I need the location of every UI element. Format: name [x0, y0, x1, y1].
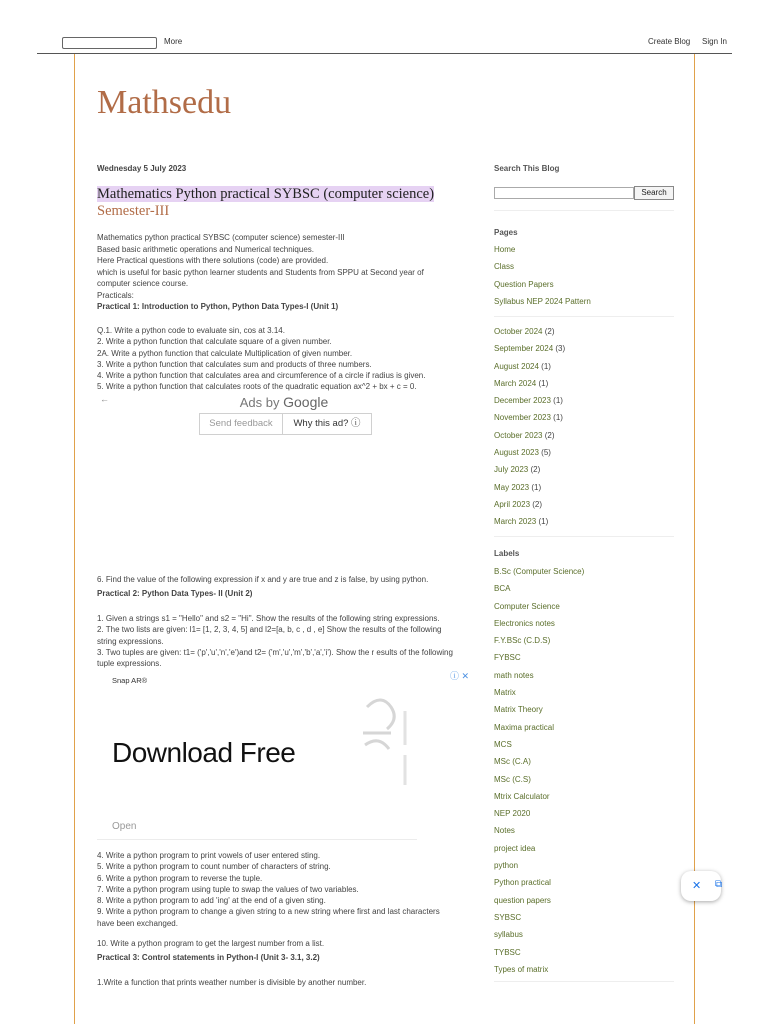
label-link[interactable]: Mtrix Calculator	[494, 791, 550, 801]
archive-month-link[interactable]: December 2023	[494, 396, 551, 406]
post-title-text[interactable]: Mathematics Python practical SYBSC (computer science)	[97, 186, 435, 202]
archive-count: (1)	[553, 396, 563, 406]
list-item: 5. Write a python function that calculates roots of the quadratic equation ax^2 + bx + c = 0.	[97, 382, 417, 392]
list-item: 3. Write a python function that calculates sum and products of three numbers.	[97, 359, 372, 369]
list-item: have been exchanged.	[97, 918, 178, 928]
label-link[interactable]: Matrix	[494, 688, 516, 698]
label-link[interactable]: question papers	[494, 895, 551, 905]
label-link[interactable]: SYBSC	[494, 912, 522, 922]
label-link[interactable]: Notes	[494, 826, 515, 836]
list-item: 7. Write a python program using tuple to swap the values of two variables.	[97, 884, 359, 894]
archive-count: (5)	[541, 448, 551, 458]
archive-month-link[interactable]: September 2024	[494, 344, 554, 354]
list-item: 2. Write a python function that calculate square of a given number.	[97, 337, 332, 347]
list-item: string expressions.	[97, 636, 164, 646]
why-this-ad-button[interactable]: Why this ad? ⓘ	[293, 418, 361, 429]
label-link[interactable]: MSc (C.S)	[494, 774, 531, 784]
ads-by-text: Ads by	[239, 395, 280, 410]
ad-decoration-graphic	[359, 689, 419, 799]
list-item: 2A. Write a python function that calculate Multiplication of given number.	[97, 348, 353, 358]
archive-count: (1)	[538, 517, 549, 527]
practical-1-heading: Practical 1: Introduction to Python, Python Data Types-I (Unit 1)	[97, 302, 339, 311]
google-logo-text: Google	[283, 394, 329, 410]
label-link[interactable]: FYBSC	[494, 653, 521, 663]
blogger-navbar	[37, 33, 732, 54]
post-date: Wednesday 5 July 2023	[97, 164, 187, 173]
label-link[interactable]: syllabus	[494, 930, 523, 940]
intro-line: Mathematics python practical SYBSC (computer science) semester-III	[97, 233, 345, 242]
content-frame-left-border	[74, 54, 75, 1024]
label-link[interactable]: NEP 2020	[494, 809, 531, 819]
archive-month-link[interactable]: October 2024	[494, 327, 543, 336]
ads-by-google-label	[198, 394, 370, 410]
archive-month-link[interactable]: August 2023	[494, 448, 539, 458]
page-link-home[interactable]: Home	[494, 245, 516, 254]
blog-title[interactable]: Mathsedu	[97, 84, 232, 121]
label-link[interactable]: Matrix Theory	[494, 705, 543, 715]
practical-2-item-10: 10. Write a python program to get the largest number from a list.	[97, 939, 325, 948]
archive-count: (2)	[530, 465, 541, 475]
list-item: 4. Write a python function that calculates area and circumference of a circle if radius is given.	[97, 371, 426, 381]
archive-month-link[interactable]: November 2023	[494, 413, 551, 423]
archive-count: (1)	[541, 361, 551, 371]
snap-ar-ad[interactable]	[97, 669, 472, 839]
blog-archive-list	[494, 323, 679, 531]
list-item: 6. Write a python program to reverse the tuple.	[97, 873, 263, 883]
ad-feedback-bar	[199, 413, 372, 435]
expand-icon[interactable]: ⧉	[715, 879, 723, 890]
create-blog-link[interactable]: Create Blog	[648, 37, 691, 46]
archive-count: (3)	[555, 344, 566, 354]
label-link[interactable]: Computer Science	[494, 601, 560, 611]
list-item: 9. Write a python program to change a given string to a new string where first and last characters	[97, 907, 440, 917]
archive-item	[494, 513, 679, 530]
archive-count: (1)	[531, 482, 542, 492]
label-link[interactable]: project idea	[494, 843, 536, 853]
archive-item	[494, 479, 679, 496]
archive-item	[494, 461, 679, 478]
archive-item	[494, 358, 679, 375]
practical-3-heading: Practical 3: Control statements in Python-I (Unit 3- 3.1, 3.2)	[97, 953, 320, 962]
archive-month-link[interactable]: May 2023	[494, 482, 530, 492]
archive-month-link[interactable]: March 2023	[494, 517, 537, 527]
post-intro	[97, 232, 457, 301]
pages-heading: Pages	[494, 228, 518, 237]
label-link[interactable]: Python practical	[494, 878, 551, 888]
archive-count: (2)	[532, 499, 543, 509]
label-link[interactable]: math notes	[494, 670, 534, 680]
label-link[interactable]: TYBSC	[494, 947, 521, 957]
archive-item	[494, 392, 679, 409]
practical-3-item-1: 1.Write a function that prints weather number is divisible by another number.	[97, 978, 367, 987]
intro-line: Practicals:	[97, 290, 134, 300]
practical-1-item-6: 6. Find the value of the following expression if x and y are true and z is false, by using python.	[97, 575, 429, 584]
ad-headline[interactable]: Download Free	[112, 737, 296, 768]
sidebar-divider	[494, 316, 674, 317]
list-item: 1. Given a strings s1 = "Hello" and s2 = "Hi". Show the results of the following string expressions.	[97, 614, 440, 623]
label-link[interactable]: MSc (C.A)	[494, 757, 531, 767]
practical-2-heading: Practical 2: Python Data Types- II (Unit 2)	[97, 589, 253, 598]
sign-in-link[interactable]: Sign In	[702, 37, 727, 46]
sidebar-divider	[494, 210, 674, 211]
archive-item	[494, 444, 679, 461]
page-link-class[interactable]: Class	[494, 262, 515, 272]
practical-2-list-continued	[97, 850, 472, 929]
archive-item	[494, 427, 679, 444]
list-item: 5. Write a python program to count number of characters of string.	[97, 862, 331, 872]
intro-line: computer science course.	[97, 279, 189, 288]
archive-month-link[interactable]: April 2023	[494, 499, 531, 509]
archive-month-link[interactable]: July 2023	[494, 465, 529, 475]
label-link[interactable]: python	[494, 861, 519, 871]
pages-list	[494, 241, 679, 310]
post-subtitle: Semester-III	[97, 203, 170, 219]
label-link[interactable]: Electronics notes	[494, 618, 555, 628]
label-link[interactable]: BCA	[494, 584, 511, 594]
list-item: 3. Two tuples are given: t1= ('p','u','n','e')and t2= ('m','u','m','b','a','i'). Show the r esults of the following	[97, 647, 453, 657]
intro-line: Based basic arithmetic operations and Numerical techniques.	[97, 244, 315, 254]
ad-info-close-icon[interactable]: ⓘ ✕	[449, 671, 469, 681]
sidebar-divider	[494, 536, 674, 537]
label-link[interactable]: Types of matrix	[494, 964, 549, 974]
intro-line: which is useful for basic python learner students and Students from SPPU at Second year of	[97, 267, 424, 277]
label-link[interactable]: MCS	[494, 739, 512, 749]
archive-item	[494, 323, 679, 340]
ad-open-button[interactable]: Open	[112, 821, 137, 832]
labels-heading: Labels	[494, 549, 520, 558]
archive-item	[494, 496, 679, 513]
archive-month-link[interactable]: March 2024	[494, 378, 537, 388]
close-icon[interactable]: ✕	[692, 880, 702, 892]
archive-item	[494, 375, 679, 392]
post-title[interactable]	[97, 186, 472, 220]
list-item: 2. The two lists are given: l1= [1, 2, 3, 4, 5] and l2=[a, b, c , d , e] Show the results of the following	[97, 625, 442, 635]
archive-count: (1)	[553, 413, 563, 423]
ad-brand-label: Snap AR®	[112, 676, 148, 685]
archive-count: (2)	[544, 430, 555, 440]
labels-list	[494, 563, 679, 978]
label-link[interactable]: B.Sc (Computer Science)	[494, 567, 585, 576]
search-input[interactable]	[494, 187, 634, 199]
archive-count: (2)	[544, 327, 555, 336]
archive-item	[494, 409, 679, 426]
archive-month-link[interactable]: August 2024	[494, 361, 539, 371]
list-item: 4. Write a python program to print vowels of user entered sting.	[97, 851, 321, 860]
list-item: tuple expressions.	[97, 659, 162, 669]
list-item: 8. Write a python program to add 'ing' at the end of a given sting.	[97, 896, 326, 906]
navbar-more-link[interactable]: More	[164, 37, 183, 46]
navbar-search-box[interactable]	[62, 37, 157, 49]
archive-item	[494, 340, 679, 357]
list-item: Q.1. Write a python code to evaluate sin, cos at 3.14.	[97, 326, 285, 335]
practical-2-list	[97, 613, 472, 669]
archive-month-link[interactable]: October 2023	[494, 430, 543, 440]
send-feedback-button[interactable]: Send feedback	[200, 414, 283, 434]
page-link-syllabus[interactable]: Syllabus NEP 2024 Pattern	[494, 296, 591, 306]
search-button[interactable]: Search	[634, 186, 674, 200]
label-link[interactable]: F.Y.BSc (C.D.S)	[494, 636, 551, 646]
search-blog-heading: Search This Blog	[494, 164, 560, 173]
label-link[interactable]: Maxima practical	[494, 722, 555, 732]
ad-back-arrow-icon[interactable]: ←	[100, 394, 109, 404]
archive-count: (1)	[538, 378, 549, 388]
sidebar-divider	[494, 981, 674, 982]
page-link-question-papers[interactable]: Question Papers	[494, 279, 554, 289]
practical-1-list	[97, 325, 472, 393]
floating-widget	[681, 871, 721, 901]
intro-line: Here Practical questions with there solutions (code) are provided.	[97, 256, 329, 265]
